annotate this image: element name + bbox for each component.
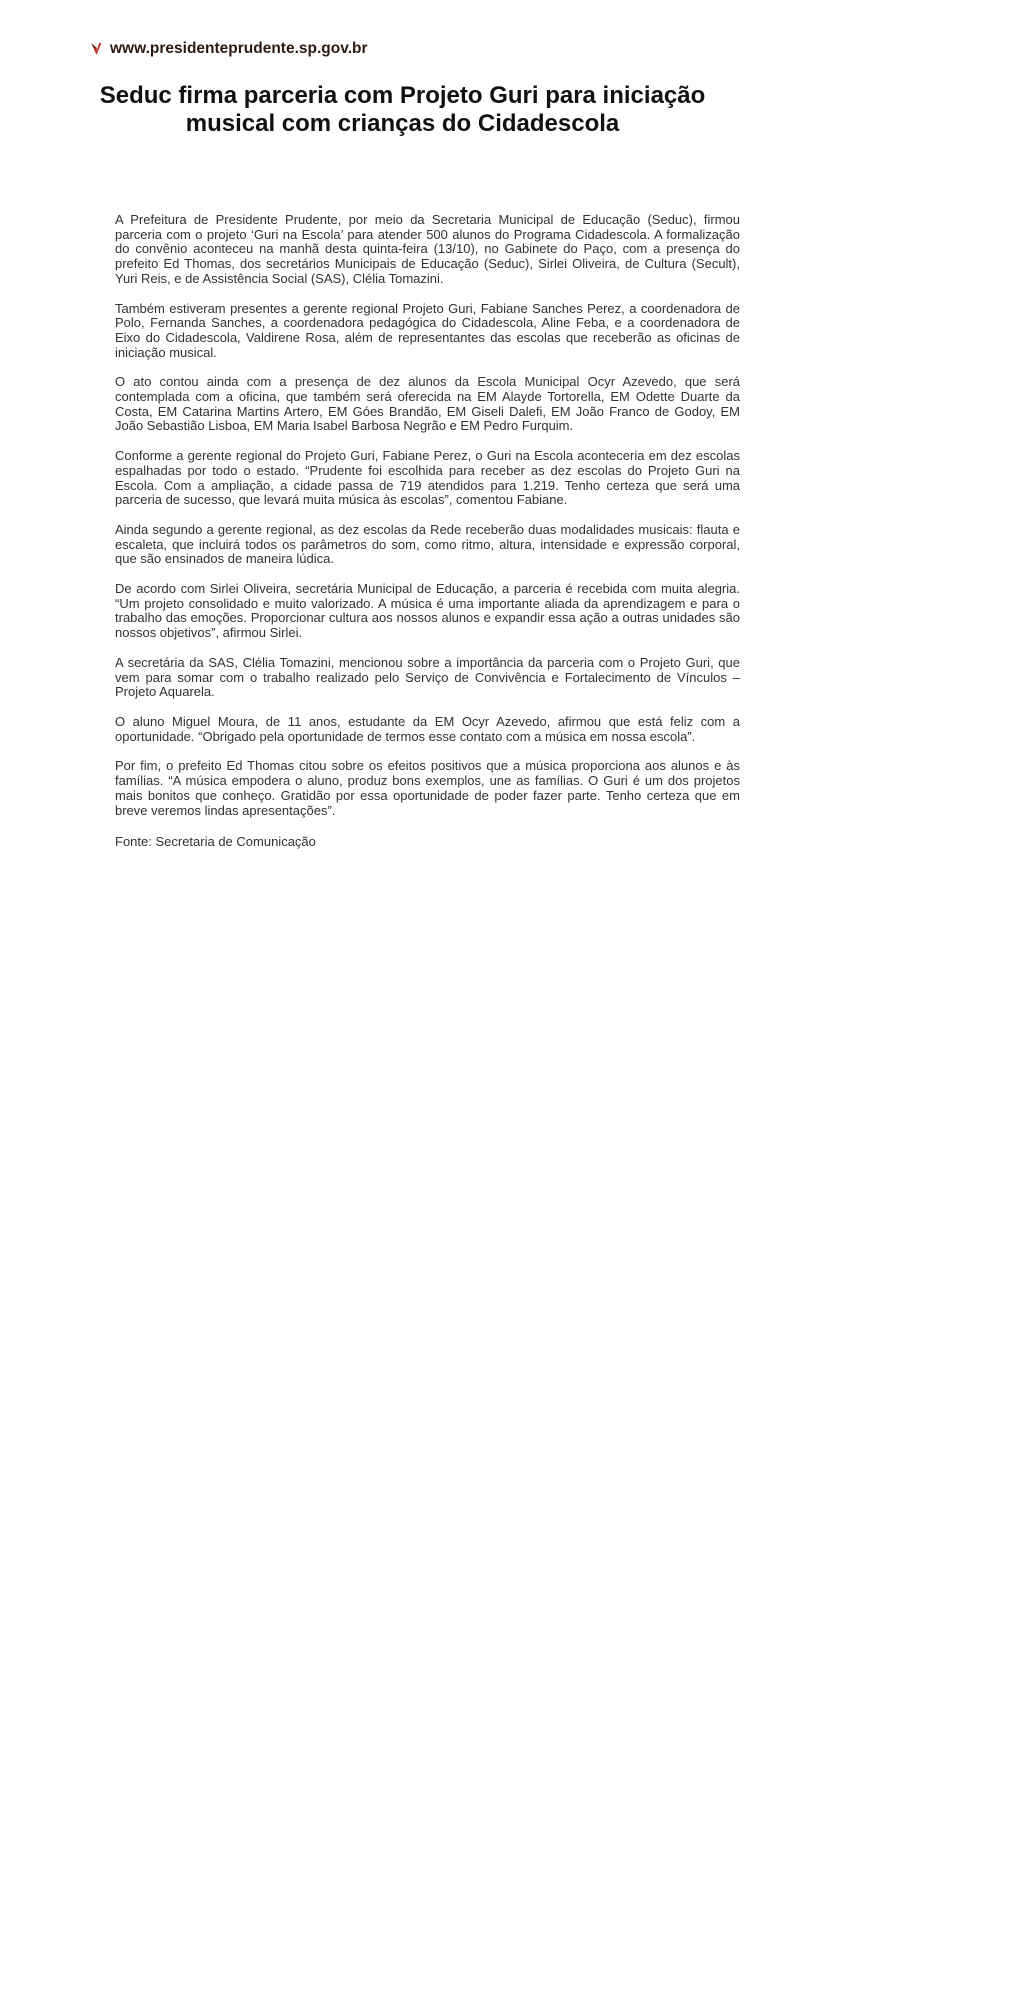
article-paragraph: Por fim, o prefeito Ed Thomas citou sobre os efeitos positivos que a música proporciona aos alunos e às famílias. “A música empodera o aluno, produz bons exemplos, une as famílias. O Guri é um dos projetos mais bonitos que conheço. Gratidão por essa oportunidade de poder fazer parte. Tenho certeza que em breve veremos lindas apresentações”. <box>115 758 740 818</box>
article-body <box>115 213 740 850</box>
article-title: Seduc firma parceria com Projeto Guri para iniciação musical com crianças do Cidadescola <box>99 82 706 137</box>
article-paragraph: Ainda segundo a gerente regional, as dez escolas da Rede receberão duas modalidades musicais: flauta e escaleta, que incluirá todos os parâmetros do som, como ritmo, altura, intensidade e expressão corporal, que são ensinados de maneira lúdica. <box>115 521 740 567</box>
article-paragraph: Conforme a gerente regional do Projeto Guri, Fabiane Perez, o Guri na Escola aconteceria em dez escolas espalhadas por todo o estado. “Prudente foi escolhida para receber as dez escolas do Projeto Guri na Escola. Com a ampliação, a cidade passa de 719 atendidos para 1.219. Tenho certeza que será uma parceria de sucesso, que levará muita música às escolas”, comentou Fabiane. <box>115 448 740 508</box>
article-paragraph: A Prefeitura de Presidente Prudente, por meio da Secretaria Municipal de Educação (Seduc), firmou parceria com o projeto ‘Guri na Escola’ para atender 500 alunos do Programa Cidadescola. A formalização do convênio aconteceu na manhã desta quinta-feira (13/10), no Gabinete do Paço, com a presença do prefeito Ed Thomas, dos secretários Municipais de Educação (Seduc), Sirlei Oliveira, de Cultura (Secult), Yuri Reis, e de Assistência Social (SAS), Clélia Tomazini. <box>115 212 740 286</box>
site-header <box>90 40 368 58</box>
article-paragraph: O aluno Miguel Moura, de 11 anos, estudante da EM Ocyr Azevedo, afirmou que está feliz com a oportunidade. “Obrigado pela oportunidade de termos esse contato com a música em nossa escola”. <box>115 713 740 744</box>
site-url-text: www.presidenteprudente.sp.gov.br <box>110 40 368 57</box>
article-paragraph: De acordo com Sirlei Oliveira, secretária Municipal de Educação, a parceria é recebida com muita alegria. “Um projeto consolidado e muito valorizado. A música é uma importante aliada da aprendizagem e para o trabalho das emoções. Proporcionar cultura aos nossos alunos e expandir essa ação a outras unidades são nossos objetivos”, afirmou Sirlei. <box>115 581 740 641</box>
article-paragraph: Também estiveram presentes a gerente regional Projeto Guri, Fabiane Sanches Perez, a coordenadora de Polo, Fernanda Sanches, a coordenadora pedagógica do Cidadescola, Aline Feba, e a coordenadora de Eixo do Cidadescola, Valdirene Rosa, além de representantes das escolas que receberão as oficinas de iniciação musical. <box>115 300 740 360</box>
site-logo-icon <box>90 42 103 57</box>
article-paragraph: O ato contou ainda com a presença de dez alunos da Escola Municipal Ocyr Azevedo, que será contemplada com a oficina, que também será oferecida na EM Alayde Tortorella, EM Odette Duarte da Costa, EM Catarina Martins Artero, EM Góes Brandão, EM Giseli Dalefi, EM João Franco de Godoy, EM João Sebastião Lisboa, EM Maria Isabel Barbosa Negrão e EM Pedro Furquim. <box>115 374 740 434</box>
article-paragraph: A secretária da SAS, Clélia Tomazini, mencionou sobre a importância da parceria com o Projeto Guri, que vem para somar com o trabalho realizado pelo Serviço de Convivência e Fortalecimento de Vínculos – Projeto Aquarela. <box>115 654 740 700</box>
article-source: Fonte: Secretaria de Comunicação <box>115 834 316 850</box>
